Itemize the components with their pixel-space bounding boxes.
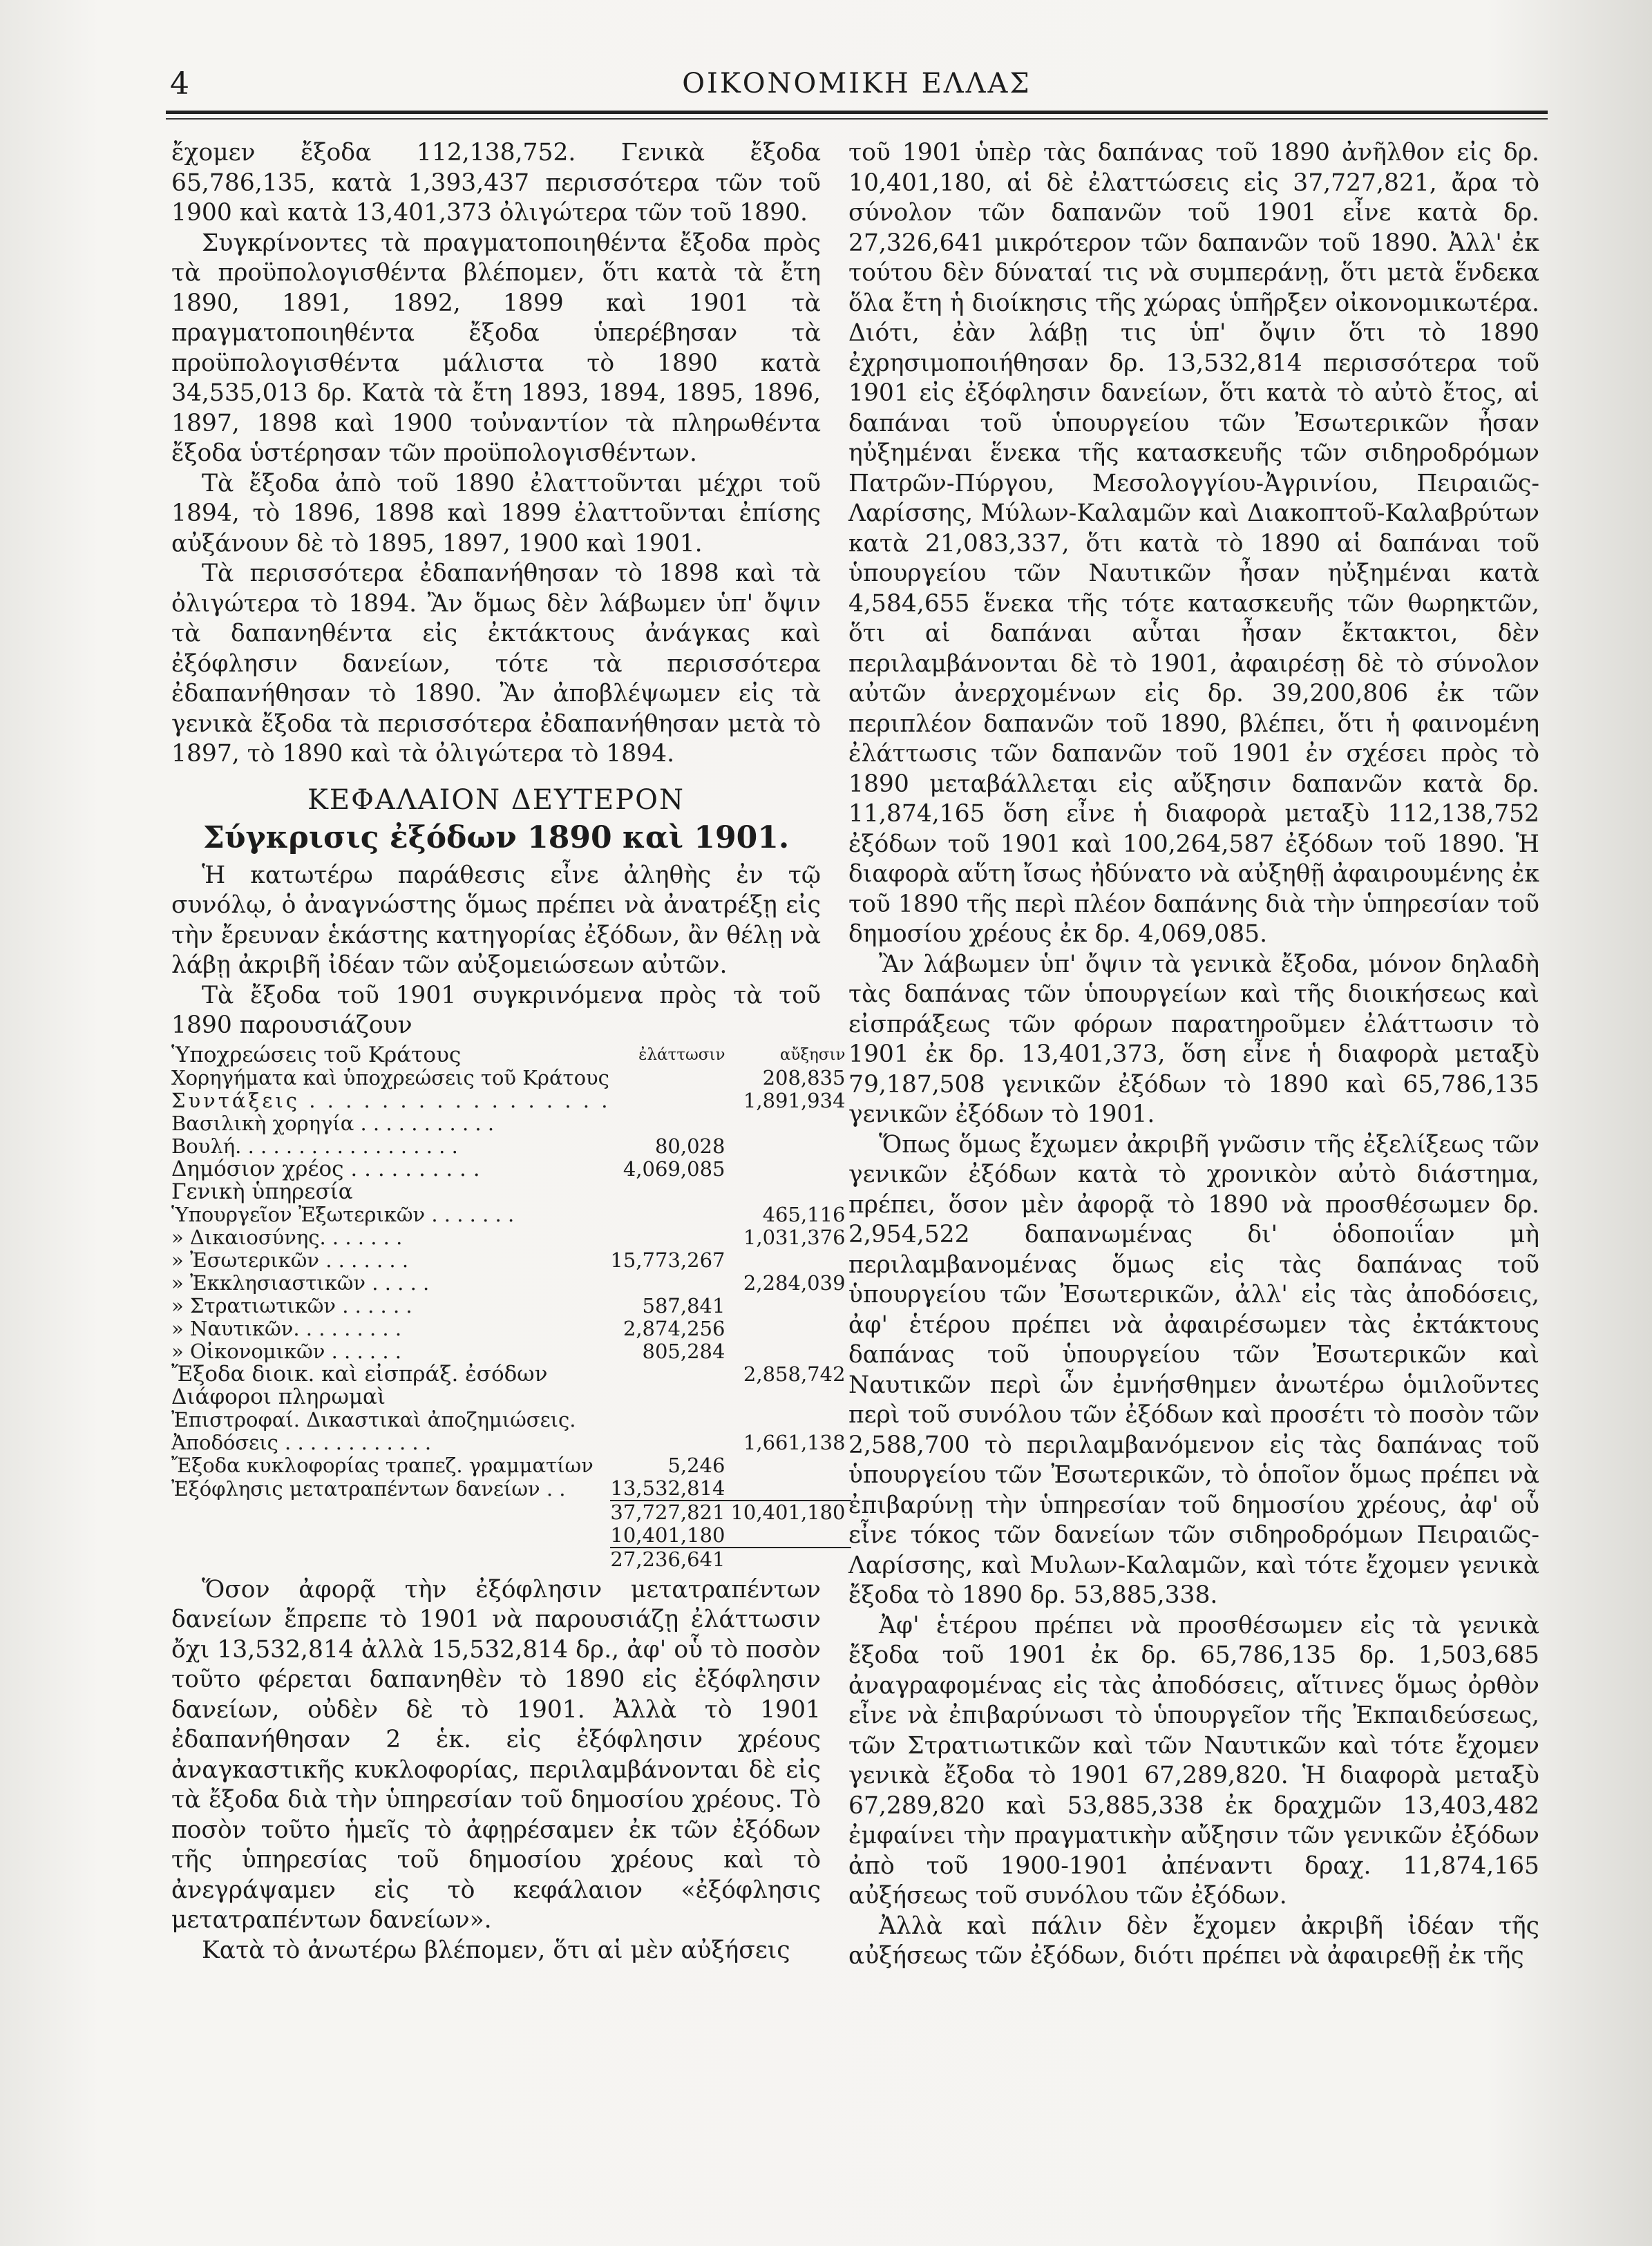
total-increase: 10,401,180 — [730, 1501, 851, 1524]
table-cell-decrease — [610, 1386, 730, 1409]
total-decrease: 37,727,821 — [610, 1501, 730, 1524]
table-cell-increase — [730, 1317, 851, 1340]
column-header-increase: αὔξησιν — [779, 1045, 846, 1064]
table-cell-decrease — [610, 1272, 730, 1295]
table-cell-increase: 1,661,138 — [743, 1430, 846, 1454]
table-cell-decrease: 5,246 — [667, 1453, 725, 1477]
table-cell-label: Ἐξόφλησις μετατραπέντων δανείων . . — [171, 1476, 566, 1501]
table-row — [171, 1409, 851, 1431]
table-cell-label: Συντάξεις . . . . . . . . . . . . . . . . . — [171, 1089, 611, 1112]
paragraph: Τὰ ἔξοδα τοῦ 1901 συγκρινόμενα πρὸς τὰ τοῦ 1890 παρουσιάζουν — [171, 981, 821, 1039]
table-cell-label — [171, 1548, 610, 1571]
table-row — [171, 1431, 851, 1454]
table-cell-label: Χορηγήματα καὶ ὑποχρεώσεις τοῦ Κράτους — [171, 1066, 609, 1089]
paragraph: Συγκρίνοντες τὰ πραγματοποιηθέντα ἔξοδα πρὸς τὰ προϋπολογισθέντα βλέπομεν, ὅτι κατὰ τὰ ἔτη 1890, 1891, 1892, 1899 καὶ 1901 τὰ πραγματοποιηθέντα ἔξοδα ὑπερέβησαν τὰ προϋπολογισθέντα μάλιστα τὸ 1890 κατὰ 34,535,013 δρ. Κατὰ τὰ ἔτη 1893, 1894, 1895, 1896, 1897, 1898 καὶ 1900 τοὐναντίον τὰ πληρωθέντα ἔξοδα ὑστέρησαν τῶν προϋπολογισθέντων. — [171, 229, 821, 467]
table-cell-increase — [730, 1181, 851, 1203]
table-cell-label: » Ἐσωτερικῶν . . . . . . . — [171, 1248, 409, 1272]
table-cell-label: » Στρατιωτικῶν . . . . . . — [171, 1294, 412, 1317]
table-cell-label: Διάφοροι πληρωμαὶ — [171, 1385, 386, 1409]
table-cell-decrease — [610, 1181, 730, 1203]
table-cell-label: Ἀποδόσεις . . . . . . . . . . . . — [171, 1431, 432, 1454]
table-cell-increase — [730, 1548, 851, 1571]
table-cell-label: Γενικὴ ὑπηρεσία — [171, 1180, 353, 1203]
table-row — [171, 1135, 851, 1158]
table-cell-increase — [730, 1340, 851, 1363]
table-cell-label: Ὑπουργεῖον Ἐξωτερικῶν . . . . . . . — [171, 1203, 515, 1226]
paragraph: Ἂν λάβωμεν ὑπ' ὄψιν τὰ γενικὰ ἔξοδα, μόνον δηλαδὴ τὰς δαπάνας τῶν ὑπουργείων καὶ τῆς διοικήσεως καὶ εἰσπράξεως τῶν φόρων παρατηροῦμεν ἐλάττωσιν τὸ 1901 ἐκ δρ. 13,401,373, ὅση εἶνε ἡ διαφορὰ μεταξὺ 79,187,508 γενικῶν ἐξόδων τὸ 1890 καὶ 65,786,135 γενικῶν ἐξόδων τὸ 1901. — [848, 950, 1539, 1128]
table-cell-increase: 2,858,742 — [743, 1362, 846, 1386]
table-row — [171, 1477, 851, 1501]
table-cell-decrease — [610, 1067, 730, 1089]
table-row — [171, 1089, 851, 1112]
table-cell-decrease — [610, 1089, 730, 1112]
table-cell-increase: 2,284,039 — [743, 1270, 846, 1295]
left-column — [171, 138, 846, 1966]
subtract-value: 10,401,180 — [610, 1523, 725, 1547]
table-cell-increase — [730, 1454, 851, 1477]
paragraph: ἔχομεν ἔξοδα 112,138,752. Γενικὰ ἔξοδα 65,786,135, κατὰ 1,393,437 περισσότερα τῶν τοῦ 1900 καὶ κατὰ 13,401,373 ὀλιγώτερα τῶν τοῦ 1890. — [171, 139, 821, 227]
table-cell-increase — [730, 1135, 851, 1158]
page-number: 4 — [170, 66, 189, 102]
table-cell-label: Βασιλικὴ χορηγία . . . . . . . . . . . — [171, 1112, 495, 1135]
table-cell-increase — [730, 1249, 851, 1272]
table-cell-label: Δημόσιον χρέος . . . . . . . . . . — [171, 1157, 480, 1181]
table-header-row — [171, 1044, 851, 1067]
table-row — [171, 1249, 851, 1272]
table-row — [171, 1067, 851, 1089]
table-cell-decrease — [610, 1363, 730, 1386]
paragraph: Τὰ περισσότερα ἐδαπανήθησαν τὸ 1898 καὶ τὰ ὀλιγώτερα τὸ 1894. Ἂν ὅμως δὲν λάβωμεν ὑπ' ὄψιν τὰ δαπανηθέντα εἰς ἐκτάκτους ἀνάγκας καὶ ἐξόφλησιν δανείων, τότε τὰ περισσότερα ἐδαπανήθησαν τὸ 1890. Ἂν ἀποβλέψωμεν εἰς τὰ γενικὰ ἔξοδα τὰ περισσότερα ἐδαπανήθησαν μετὰ τὸ 1897, τὸ 1890 καὶ τὰ ὀλιγώτερα τὸ 1894. — [171, 560, 821, 768]
table-cell-decrease — [610, 1226, 730, 1249]
table-row — [171, 1181, 851, 1203]
page-header — [166, 61, 1548, 109]
table-cell-label: Ἔξοδα κυκλοφορίας τραπεζ. γραμματίων — [171, 1454, 594, 1477]
table-cell-increase — [730, 1409, 851, 1431]
table-cell-decrease — [610, 1431, 730, 1454]
chapter-heading: ΚΕΦΑΛΑΙΟΝ ΔΕΥΤΕΡΟΝ — [307, 783, 685, 816]
table-cell-increase — [730, 1386, 851, 1409]
paragraph: Ἀφ' ἑτέρου πρέπει νὰ προσθέσωμεν εἰς τὰ γενικὰ ἔξοδα τοῦ 1901 ἐκ δρ. 65,786,135 δρ. 1,503,685 ἀναγραφομένας εἰς τὰς ἀποδόσεις, αἵτινες ὅμως ὀρθὸν εἶνε νὰ ἐπιβαρύνωσι τὸ ὑπουργεῖον τῆς Ἐκπαιδεύσεως, τῶν Στρατιωτικῶν καὶ τῶν Ναυτικῶν καὶ τότε ἔχομεν γενικὰ ἔξοδα τὸ 1901 67,289,820. Ἡ διαφορὰ μεταξὺ 67,289,820 καὶ 53,885,338 ἐκ δραχμῶν 13,403,482 ἐμφαίνει τὴν πραγματικὴν αὔξησιν τῶν γενικῶν ἐξόδων ἀπὸ τοῦ 1900-1901 ἀπέναντι δραχ. 11,874,165 αὐξήσεως τοῦ συνόλου τῶν ἐξόδων. — [848, 1611, 1539, 1910]
table-row — [171, 1158, 851, 1181]
table-total-row — [171, 1501, 851, 1524]
table-cell-increase — [730, 1524, 851, 1548]
table-cell-decrease — [610, 1203, 730, 1226]
paragraph: Ἀλλὰ καὶ πάλιν δὲν ἔχομεν ἀκριβῆ ἰδέαν τῆς αὐξήσεως τῶν ἐξόδων, διότι πρέπει νὰ ἀφαιρεθῇ ἐκ τῆς — [848, 1912, 1539, 1970]
table-cell-decrease: 805,284 — [642, 1339, 725, 1363]
table-cell-decrease: 80,028 — [654, 1134, 725, 1158]
table-cell-decrease: 4,069,085 — [623, 1157, 725, 1181]
table-cell-label: Ἐπιστροφαί. Δικαστικαὶ ἀποζημιώσεις. — [171, 1408, 576, 1431]
table-cell-increase: 1,031,376 — [743, 1225, 846, 1249]
table-cell-label: » Ἐκκλησιαστικῶν . . . . . — [171, 1271, 430, 1295]
paragraph: Κατὰ τὸ ἀνωτέρω βλέπομεν, ὅτι αἱ μὲν αὐξήσεις — [202, 1936, 790, 1964]
column-header-decrease: ἐλάττωσιν — [638, 1045, 725, 1064]
paragraph: Ὅπως ὅμως ἔχωμεν ἀκριβῆ γνῶσιν τῆς ἐξελίξεως τῶν γενικῶν ἐξόδων κατὰ τὸ χρονικὸν αὐτὸ διάστημα, πρέπει, ὅσον μὲν ἀφορᾷ τὸ 1890 νὰ προσθέσωμεν δρ. 2,954,522 δαπανωμένας δι' ὁδοποιΐαν μὴ περιλαμβανομένας ὅμως εἰς τὰς δαπάνας τοῦ ὑπουργείου τῶν Ἐσωτερικῶν, ἀλλ' εἰς τὰς ἀποδόσεις, ἀφ' ἑτέρου πρέπει νὰ ἀφαιρέσωμεν τὰς ἐκτάκτους δαπάνας τοῦ ὑπουργείου τῶν Ἐσωτερικῶν καὶ Ναυτικῶν περὶ ὧν ἐμνήσθημεν ἀνωτέρω ὁμιλοῦντες περὶ τοῦ συνόλου τῶν ἐξόδων καὶ προσέτι τὸ ποσὸν τῶν 2,588,700 τὸ περιλαμβανόμενον εἰς τὰς δαπάνας τοῦ ὑπουργείου τῶν Ἐσωτερικῶν, τὸ ὁποῖον ὅμως πρέπει νὰ ἐπιβαρύνῃ τὴν ὑπηρεσίαν τοῦ δημοσίου χρέους, ἀφ' οὗ εἶνε τόκος τῶν δανείων τῶν σιδηροδρόμων Πειραιῶς-Λαρίσσης, καὶ Μυλων-Καλαμῶν, καὶ τότε ἔχομεν γενικὰ ἔξοδα τὸ 1890 δρ. 53,885,338. — [848, 1130, 1539, 1609]
header-rule-thin — [166, 118, 1548, 120]
table-row — [171, 1386, 851, 1409]
table-cell-decrease: 15,773,267 — [610, 1248, 725, 1272]
comparison-table — [171, 1044, 851, 1571]
table-cell-label: » Ναυτικῶν. . . . . . . . . — [171, 1317, 402, 1340]
table-cell-label — [171, 1524, 610, 1548]
table-cell-decrease: 587,841 — [642, 1293, 725, 1317]
chapter-subheading: Σύγκρισις ἐξόδων 1890 καὶ 1901. — [202, 819, 790, 855]
table-row — [171, 1203, 851, 1226]
table-row — [171, 1454, 851, 1477]
table-cell-increase: 465,116 — [762, 1202, 846, 1226]
table-row — [171, 1226, 851, 1249]
table-cell-increase — [730, 1112, 851, 1135]
table-cell-label: Βουλή. . . . . . . . . . . . . . . . . . — [171, 1134, 458, 1158]
table-cell-decrease: 2,874,256 — [623, 1316, 725, 1340]
table-cell-label: » Δικαιοσύνης. . . . . . . — [171, 1226, 403, 1249]
table-row — [171, 1317, 851, 1340]
table-cell-label: Ὑποχρεώσεις τοῦ Κράτους — [171, 1043, 462, 1067]
paragraph: τοῦ 1901 ὑπὲρ τὰς δαπάνας τοῦ 1890 ἀνῆλθον εἰς δρ. 10,401,180, αἱ δὲ ἐλαττώσεις εἰς 37,727,821, ἄρα τὸ σύνολον τῶν δαπανῶν τοῦ 1901 εἶνε κατὰ δρ. 27,326,641 μικρότερον τῶν δαπανῶν τοῦ 1890. Ἀλλ' ἐκ τούτου δὲν δύναταί τις νὰ συμπεράνῃ, ὅτι μετὰ ἕνδεκα ὅλα ἔτη ἡ διοίκησις τῆς χώρας ὑπῆρξεν οἰκονομικωτέρα. Διότι, ἐὰν λάβῃ τις ὑπ' ὄψιν ὅτι τὸ 1890 ἐχρησιμοποιήθησαν δρ. 13,532,814 περισσότερα τοῦ 1901 εἰς ἐξόφλησιν δανείων, ὅτι κατὰ τὸ αὐτὸ ἔτος, αἱ δαπάναι τοῦ ὑπουργείου τῶν Ἐσωτερικῶν ἦσαν ηὐξημέναι ἕνεκα τῆς κατασκευῆς τῶν σιδηροδρόμων Πατρῶν-Πύργου, Μεσολογγίου-Ἀγρινίου, Πειραιῶς-Λαρίσσης, Μύλων-Καλαμῶν καὶ Διακοπτοῦ-Καλαβρύτων κατὰ 21,083,337, ὅτι κατὰ τὸ 1890 αἱ δαπάναι τοῦ ὑπουργείου τῶν Ναυτικῶν ἦσαν ηὐξημέναι κατὰ 4,584,655 ἕνεκα τῆς τότε κατασκευῆς τῶν θωρηκτῶν, ὅτι αἱ δαπάναι αὗται ἦσαν ἔκτακτοι, δὲν περιλαμβάνονται δὲ τὸ 1901, ἀφαιρέσῃ δὲ τὸ σύνολον αὐτῶν ἀνερχομένων εἰς δρ. 39,200,806 ἐκ τῶν περιπλέον δαπανῶν τοῦ 1890, βλέπει, ὅτι ἡ φαινομένη ἐλάττωσις τῶν δαπανῶν τοῦ 1901 ἐν σχέσει πρὸς τὸ 1890 μεταβάλλεται εἰς αὔξησιν δαπανῶν κατὰ δρ. 11,874,165 ὅση εἶνε ἡ διαφορὰ μεταξὺ 112,138,752 ἐξόδων τοῦ 1901 καὶ 100,264,587 ἐξόδων τοῦ 1890. Ἡ διαφορὰ αὕτη ἴσως ἠδύνατο νὰ αὐξηθῇ ἀφαιρουμένης ἐκ τοῦ 1890 τῆς περὶ πλέον δαπάνης διὰ τὴν ὑπηρεσίαν τοῦ δημοσίου χρέους ἐκ δρ. 4,069,085. — [848, 139, 1539, 948]
table-cell-increase — [730, 1295, 851, 1317]
table-cell-increase: 208,835 — [762, 1065, 846, 1089]
table-cell-decrease — [610, 1409, 730, 1431]
table-row — [171, 1272, 851, 1295]
paragraph: Ἡ κατωτέρω παράθεσις εἶνε ἀληθὴς ἐν τῷ συνόλῳ, ὁ ἀναγνώστης ὅμως πρέπει νὰ ἀνατρέξῃ εἰς τὴν ἔρευναν ἑκάστης κατηγορίας ἐξόδων, ἂν θέλῃ νὰ λάβῃ ἀκριβῆ ἰδέαν τῶν αὐξομειώσεων αὐτῶν. — [171, 861, 821, 979]
table-cell-increase — [730, 1158, 851, 1181]
right-column — [848, 138, 1539, 1972]
table-cell-label: Ἔξοδα διοικ. καὶ εἰσπράξ. ἐσόδων — [171, 1362, 548, 1386]
table-row — [171, 1112, 851, 1135]
difference-value: 27,236,641 — [610, 1548, 730, 1571]
table-difference-row — [171, 1548, 851, 1571]
running-title: ΟΙΚΟΝΟΜΙΚΗ ΕΛΛΑΣ — [682, 68, 1032, 99]
table-row — [171, 1363, 851, 1386]
table-cell-decrease: 13,532,814 — [610, 1476, 725, 1500]
table-subtract-row — [171, 1524, 851, 1548]
table-row — [171, 1295, 851, 1317]
paragraph: Ὅσον ἀφορᾷ τὴν ἐξόφλησιν μετατραπέντων δανείων ἔπρεπε τὸ 1901 νὰ παρουσιάζῃ ἐλάττωσιν ὄχι 13,532,814 ἀλλὰ 15,532,814 δρ., ἀφ' οὗ τὸ ποσὸν τοῦτο φέρεται δαπανηθὲν τὸ 1890 εἰς ἐξόφλησιν δανείων, οὐδὲν δὲ τὸ 1901. Ἀλλὰ τὸ 1901 ἐδαπανήθησαν 2 ἑκ. εἰς ἐξόφλησιν χρέους ἀναγκαστικῆς κυκλοφορίας, περιλαμβάνονται δὲ εἰς τὰ ἔξοδα διὰ τὴν ὑπηρεσίαν τοῦ δημοσίου χρέους. Τὸ ποσὸν τοῦτο ἡμεῖς τὸ ἀφῃρέσαμεν ἐκ τῶν ἐξόδων τῆς ὑπηρεσίας τοῦ δημοσίου χρέους καὶ τὸ ἀνεγράψαμεν εἰς τὸ κεφάλαιον «ἐξόφλησις μετατραπέντων δανείων». — [171, 1575, 821, 1934]
header-rule — [166, 111, 1548, 114]
table-cell-label: » Οἰκονομικῶν . . . . . . — [171, 1340, 402, 1363]
paragraph: Τὰ ἔξοδα ἀπὸ τοῦ 1890 ἐλαττοῦνται μέχρι τοῦ 1894, τὸ 1896, 1898 καὶ 1899 ἐλαττοῦνται ἐπίσης αὐξάνουν δὲ τὸ 1895, 1897, 1900 καὶ 1901. — [171, 469, 821, 558]
table-cell-label — [171, 1501, 610, 1524]
table-cell-increase — [730, 1477, 851, 1501]
table-cell-increase: 1,891,934 — [743, 1088, 846, 1112]
table-cell-decrease — [610, 1112, 730, 1135]
table-row — [171, 1340, 851, 1363]
